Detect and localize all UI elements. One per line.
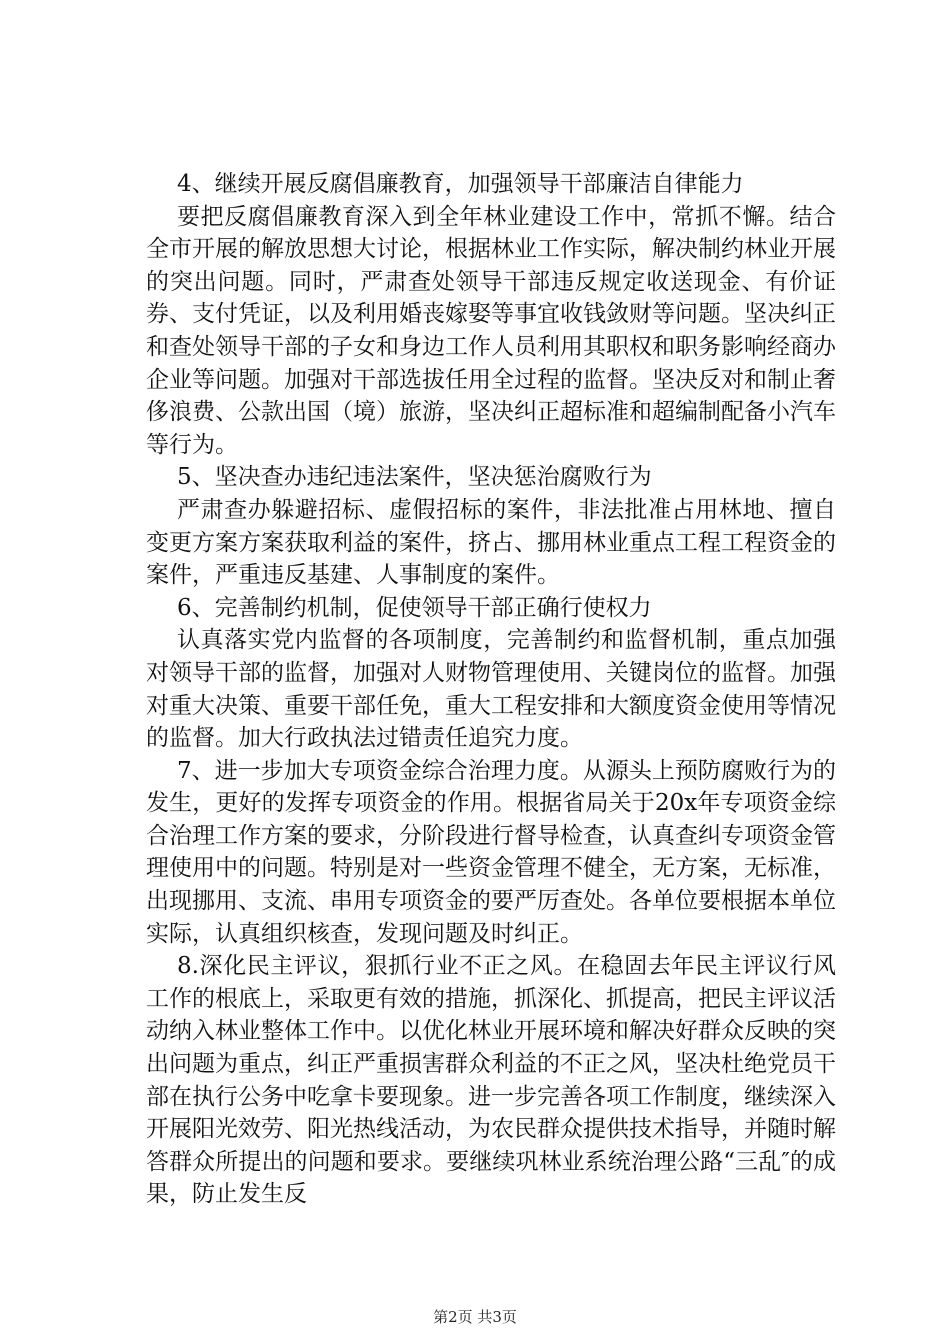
body-paragraph: 严肃查办躲避招标、虚假招标的案件，非法批准占用林地、擅自变更方案方案获取利益的案件，挤占、挪用林业重点工程工程资金的案件，严重违反基建、人事制度的案件。 bbox=[146, 496, 836, 589]
section-heading-4: 4、继续开展反腐倡廉教育，加强领导干部廉洁自律能力 bbox=[177, 171, 744, 197]
section-heading-5: 5、坚决查办违纪违法案件，坚决惩治腐败行为 bbox=[177, 464, 652, 491]
section-paragraph-8: 8.深化民主评议，狠抓行业不正之风。在稳固去年民主评议行风工作的根底上，采取更有效的措施，抓深化、抓提高，把民主评议活动纳入林业整体工作中。以优化林业开展环境和解决好群众反映的突出问题为重点，纠正严重损害群众利益的不正之风，坚决杜绝党员干部在执行公务中吃拿卡要现象。进一步完善各项工作制度，继续深入开展阳光效劳、阳光热线活动，为农民群众提供技术指导，并随时解答群众所提出的问题和要求。要继续巩林业系统治理公路“三乱″的成果，防止发生反 bbox=[146, 953, 836, 1208]
section-paragraph-7: 7、进一步加大专项资金综合治理力度。从源头上预防腐败行为的发生，更好的发挥专项资金的作用。根据省局关于20x年专项资金综合治理工作方案的要求，分阶段进行督导检查，认真查纠专项资金管理使用中的问题。特别是对一些资金管理不健全，无方案，无标准，出现挪用、支流、串用专项资金的要严厉查处。各单位要根据本单位实际，认真组织核查，发现问题及时纠正。 bbox=[146, 757, 836, 947]
page-footer: 第2页 共3页 bbox=[433, 1308, 517, 1326]
body-paragraph: 认真落实党内监督的各项制度，完善制约和监督机制，重点加强对领导干部的监督，加强对人财物管理使用、关键岗位的监督。加强对重大决策、重要干部任免，重大工程安排和大额度资金使用等情况的监督。加大行政执法过错责任追究力度。 bbox=[146, 627, 836, 752]
section-heading-6: 6、完善制约机制，促使领导干部正确行使权力 bbox=[177, 594, 652, 621]
body-paragraph: 要把反腐倡廉教育深入到全年林业建设工作中，常抓不懈。结合全市开展的解放思想大讨论，根据林业工作实际，解决制约林业开展的突出问题。同时，严肃查处领导干部违反规定收送现金、有价证券、支付凭证，以及利用婚丧嫁娶等事宜收钱敛财等问题。坚决纠正和查处领导干部的子女和身边工作人员利用其职权和职务影响经商办企业等问题。加强对干部选拔任用全过程的监督。坚决反对和制止奢侈浪费、公款出国（境）旅游，坚决纠正超标准和超编制配备小汽车等行为。 bbox=[146, 203, 836, 458]
document-body bbox=[146, 168, 836, 1211]
